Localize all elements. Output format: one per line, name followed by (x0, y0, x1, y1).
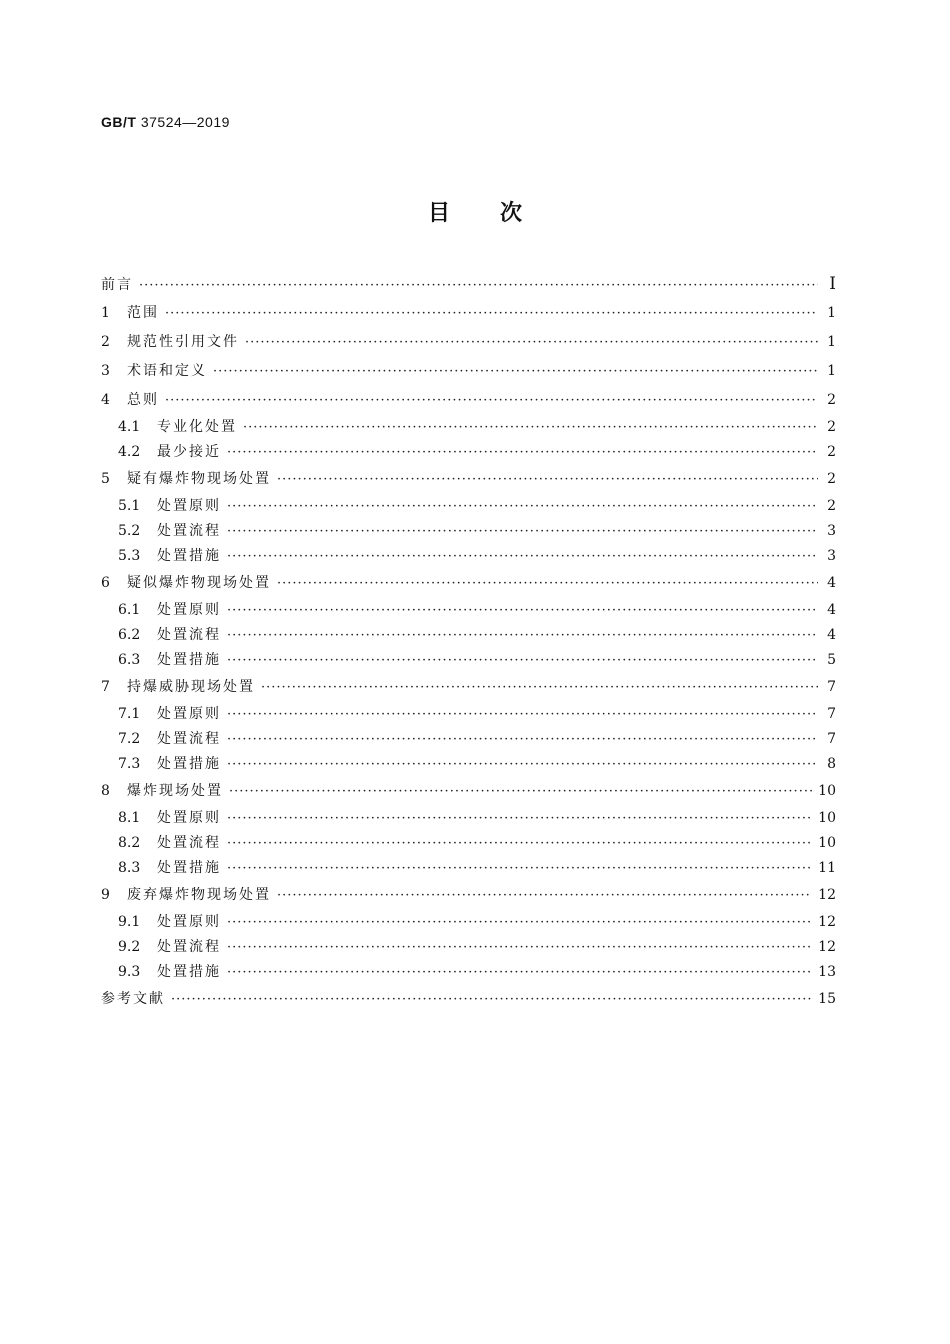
toc-entry-page: 2 (827, 392, 836, 408)
toc-entry-number: 9 (101, 887, 110, 903)
toc-entry-number: 4.2 (118, 444, 141, 460)
toc-entry-label: 专业化处置 (157, 419, 237, 435)
toc-entry-page: 7 (827, 731, 836, 747)
toc-entry[interactable] (101, 299, 836, 328)
toc-entry[interactable] (101, 935, 836, 960)
toc-entry-number: 8 (101, 783, 110, 799)
toc-entry-number: 9.3 (118, 964, 141, 980)
toc-entry-number: 7.2 (118, 731, 141, 747)
toc-entry[interactable] (101, 598, 836, 623)
dot-leader (227, 544, 818, 569)
toc-entry-page: 10 (818, 783, 836, 799)
toc-entry-page: 12 (818, 887, 836, 903)
toc-entry-page: 1 (827, 334, 836, 350)
toc-entry-number: 7.3 (118, 756, 141, 772)
toc-entry-label: 总则 (127, 392, 159, 408)
toc-entry-page: 12 (818, 939, 836, 955)
dot-leader (227, 494, 818, 519)
toc-entry-number: 6.3 (118, 652, 141, 668)
toc-entry-label: 处置原则 (157, 914, 221, 930)
toc-entry[interactable] (101, 881, 836, 910)
standard-prefix: GB/T (101, 114, 137, 130)
toc-entry[interactable] (101, 752, 836, 777)
dot-leader (213, 357, 818, 386)
dot-leader (227, 831, 812, 856)
dot-leader (165, 386, 818, 415)
toc-entry-page: 15 (818, 991, 836, 1007)
toc-entry-number: 8.2 (118, 835, 141, 851)
toc-entry[interactable] (101, 960, 836, 985)
dot-leader (227, 623, 818, 648)
toc-entry-label: 处置措施 (157, 756, 221, 772)
dot-leader (261, 673, 818, 702)
dot-leader (227, 648, 818, 673)
toc-entry-label: 术语和定义 (127, 363, 207, 379)
toc-entry-label: 处置原则 (157, 810, 221, 826)
table-of-contents (101, 270, 836, 1014)
toc-entry-label: 处置流程 (157, 627, 221, 643)
toc-entry-page: 13 (818, 964, 836, 980)
toc-entry-label: 处置原则 (157, 498, 221, 514)
toc-entry-number: 2 (101, 334, 110, 350)
toc-entry-number: 6.1 (118, 602, 141, 618)
toc-entry-page: 1 (827, 305, 836, 321)
toc-entry-page: Ⅰ (829, 274, 836, 294)
toc-entry-page: 12 (818, 914, 836, 930)
toc-entry-page: 10 (818, 835, 836, 851)
dot-leader (227, 752, 818, 777)
dot-leader (243, 415, 818, 440)
toc-entry-label: 处置流程 (157, 835, 221, 851)
toc-entry-page: 4 (827, 602, 836, 618)
toc-entry-page: 4 (827, 627, 836, 643)
toc-entry[interactable] (101, 806, 836, 831)
toc-entry-label: 处置流程 (157, 731, 221, 747)
dot-leader (227, 960, 812, 985)
toc-entry-page: 2 (827, 471, 836, 487)
dot-leader (277, 465, 818, 494)
toc-entry-page: 5 (827, 652, 836, 668)
toc-entry-number: 5.1 (118, 498, 141, 514)
toc-entry-number: 5.2 (118, 523, 141, 539)
toc-entry-page: 2 (827, 444, 836, 460)
toc-entry-label: 处置原则 (157, 706, 221, 722)
dot-leader (227, 856, 812, 881)
standard-number: 37524—2019 (140, 114, 230, 130)
dot-leader (277, 569, 818, 598)
toc-entry-page: 7 (827, 679, 836, 695)
toc-entry-page: 4 (827, 575, 836, 591)
toc-entry-page: 3 (827, 523, 836, 539)
toc-entry[interactable] (101, 777, 836, 806)
dot-leader (227, 598, 818, 623)
toc-entry-label: 废弃爆炸物现场处置 (127, 887, 271, 903)
toc-entry[interactable] (101, 270, 836, 299)
toc-entry-number: 6 (101, 575, 110, 591)
toc-entry-number: 9.1 (118, 914, 141, 930)
toc-entry-label: 处置措施 (157, 860, 221, 876)
toc-title: 目次 (427, 201, 572, 226)
dot-leader (227, 727, 818, 752)
toc-entry[interactable] (101, 702, 836, 727)
toc-entry[interactable] (101, 673, 836, 702)
toc-entry-label: 处置流程 (157, 523, 221, 539)
toc-entry[interactable] (101, 727, 836, 752)
dot-leader (227, 935, 812, 960)
dot-leader (227, 910, 812, 935)
toc-entry-label: 持爆威胁现场处置 (127, 679, 255, 695)
toc-entry[interactable] (101, 910, 836, 935)
toc-entry-number: 6.2 (118, 627, 141, 643)
toc-entry[interactable] (101, 831, 836, 856)
toc-entry[interactable] (101, 494, 836, 519)
standard-code (101, 114, 230, 130)
dot-leader (277, 881, 812, 910)
toc-entry-label: 处置措施 (157, 964, 221, 980)
dot-leader (227, 440, 818, 465)
toc-entry-page: 10 (818, 810, 836, 826)
dot-leader (165, 299, 818, 328)
toc-entry[interactable] (101, 415, 836, 440)
toc-entry-page: 2 (827, 498, 836, 514)
toc-entry[interactable] (101, 623, 836, 648)
toc-entry-number: 9.2 (118, 939, 141, 955)
toc-entry[interactable] (101, 357, 836, 386)
toc-entry-number: 1 (101, 305, 110, 321)
toc-entry[interactable] (101, 440, 836, 465)
toc-entry-label: 处置原则 (157, 602, 221, 618)
toc-entry-label: 疑有爆炸物现场处置 (127, 471, 271, 487)
dot-leader (229, 777, 812, 806)
toc-entry[interactable] (101, 328, 836, 357)
toc-entry-label: 最少接近 (157, 444, 221, 460)
toc-entry[interactable] (101, 569, 836, 598)
toc-entry-label: 疑似爆炸物现场处置 (127, 575, 271, 591)
toc-entry-page: 1 (827, 363, 836, 379)
toc-entry-label: 范围 (127, 305, 159, 321)
toc-entry-page: 11 (818, 860, 836, 876)
toc-entry-page: 3 (827, 548, 836, 564)
toc-entry-number: 3 (101, 363, 110, 379)
toc-entry-number: 5.3 (118, 548, 141, 564)
toc-entry-number: 5 (101, 471, 110, 487)
toc-entry[interactable] (101, 985, 836, 1014)
toc-entry-number: 8.3 (118, 860, 141, 876)
toc-entry-label: 爆炸现场处置 (127, 783, 223, 799)
dot-leader (227, 806, 812, 831)
toc-entry-number: 7 (101, 679, 110, 695)
dot-leader (139, 271, 818, 300)
toc-entry[interactable] (101, 519, 836, 544)
toc-entry-number: 7.1 (118, 706, 141, 722)
toc-entry[interactable] (101, 386, 836, 415)
toc-entry-number: 4 (101, 392, 110, 408)
toc-entry-label: 处置措施 (157, 652, 221, 668)
toc-entry[interactable] (101, 856, 836, 881)
toc-entry-label: 处置措施 (157, 548, 221, 564)
toc-entry-page: 8 (827, 756, 836, 772)
toc-entry-page: 7 (827, 706, 836, 722)
toc-entry-label: 规范性引用文件 (127, 334, 239, 350)
toc-entry[interactable] (101, 648, 836, 673)
toc-entry[interactable] (101, 465, 836, 494)
toc-entry-page: 2 (827, 419, 836, 435)
toc-entry[interactable] (101, 544, 836, 569)
toc-entry-number: 4.1 (118, 419, 141, 435)
toc-entry-label: 前言 (101, 277, 133, 293)
toc-entry-label: 处置流程 (157, 939, 221, 955)
dot-leader (227, 519, 818, 544)
dot-leader (227, 702, 818, 727)
toc-entry-label: 参考文献 (101, 991, 165, 1007)
dot-leader (245, 328, 818, 357)
toc-entry-number: 8.1 (118, 810, 141, 826)
dot-leader (171, 985, 812, 1014)
